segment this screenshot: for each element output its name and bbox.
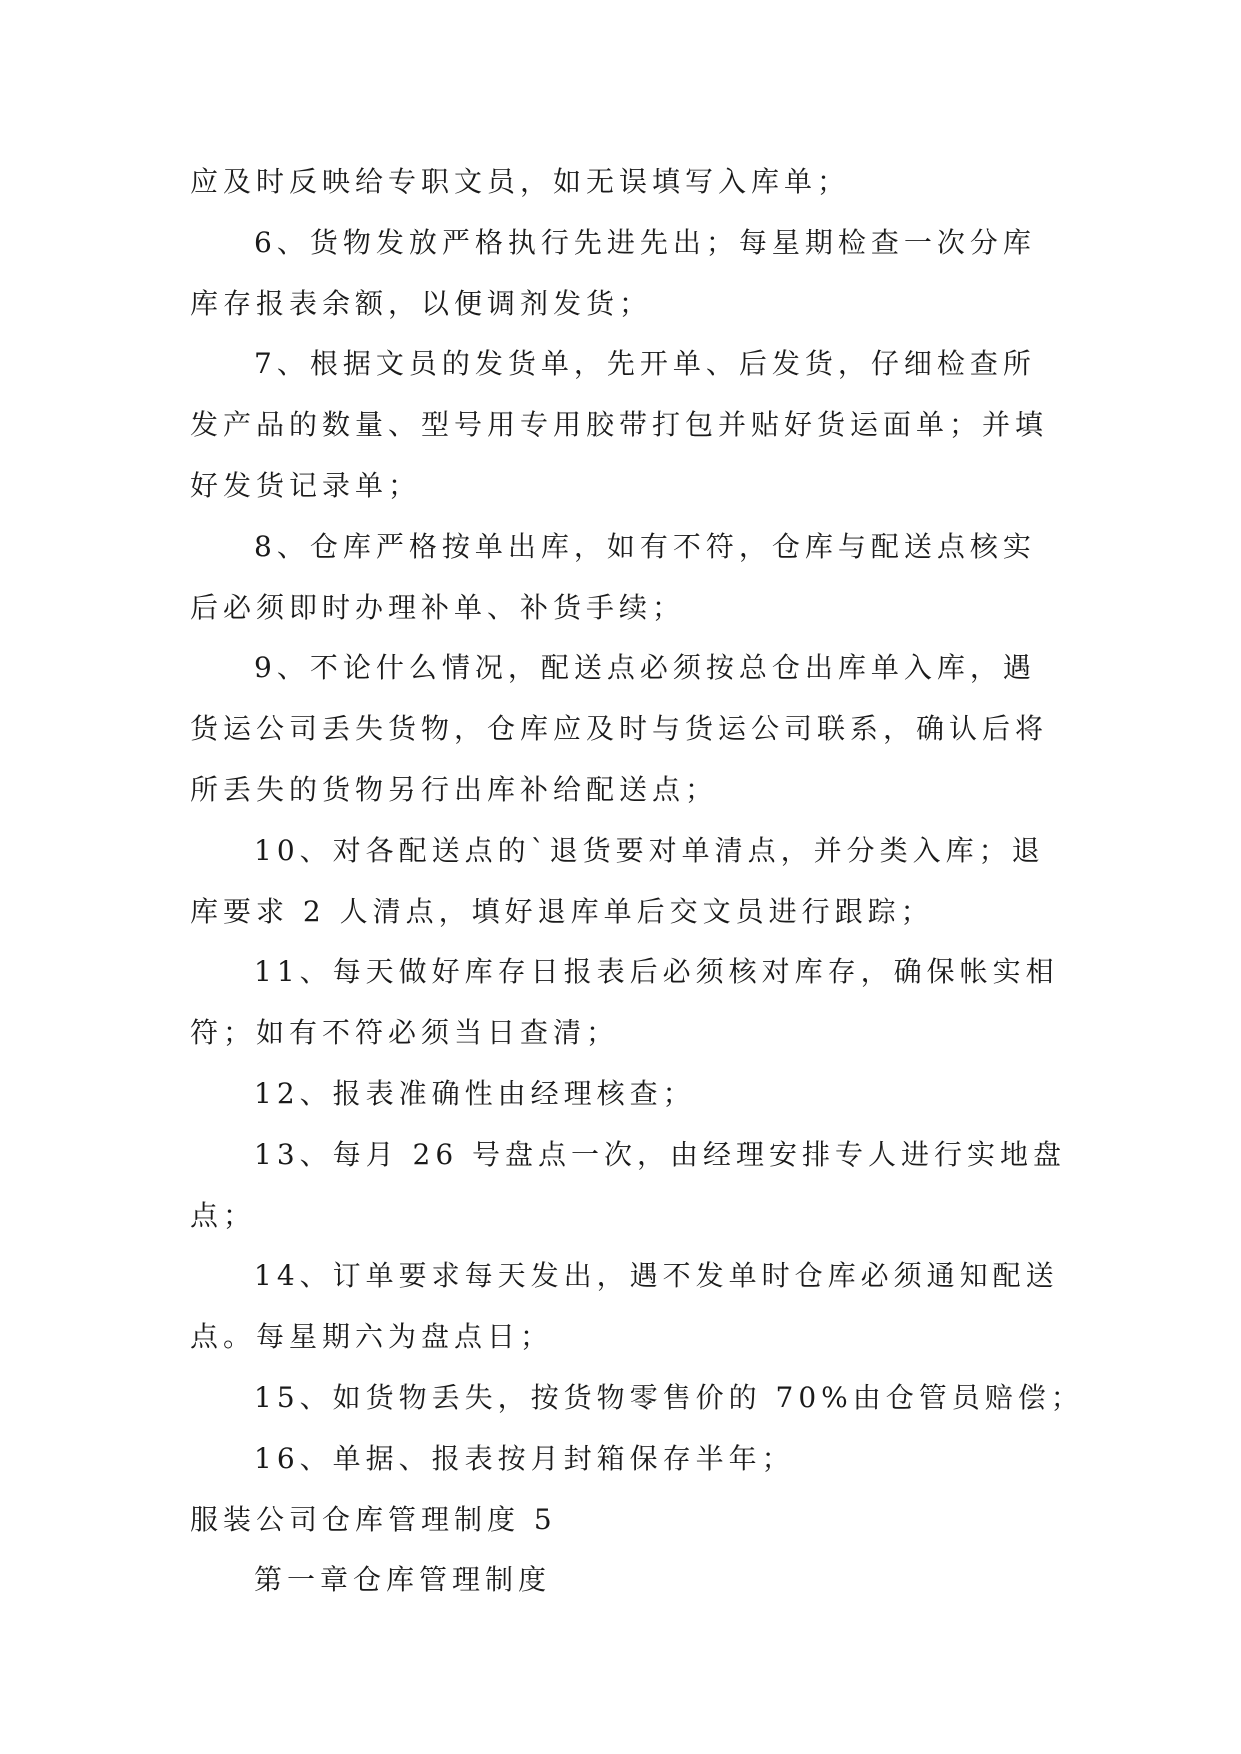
text-line: 10、对各配送点的`退货要对单清点，并分类入库；退 bbox=[254, 833, 1045, 867]
text-line: 符；如有不符必须当日查清； bbox=[190, 1016, 620, 1050]
chapter-heading: 第一章仓库管理制度 bbox=[254, 1563, 552, 1597]
text-line: 发产品的数量、型号用专用胶带打包并贴好货运面单；并填 bbox=[190, 408, 1049, 442]
text-line: 好发货记录单； bbox=[190, 468, 422, 502]
text-line: 8、仓库严格按单出库，如有不符，仓库与配送点核实 bbox=[254, 529, 1036, 563]
document-body bbox=[190, 152, 1084, 1611]
text-line: 点。每星期六为盘点日； bbox=[190, 1320, 554, 1354]
text-line: 后必须即时办理补单、补货手续； bbox=[190, 590, 686, 624]
text-line: 7、根据文员的发货单，先开单、后发货，仔细检查所 bbox=[254, 347, 1036, 381]
text-line: 所丢失的货物另行出库补给配送点； bbox=[190, 772, 719, 806]
section-title: 服装公司仓库管理制度 5 bbox=[190, 1502, 557, 1536]
text-line: 货运公司丢失货物，仓库应及时与货运公司联系，确认后将 bbox=[190, 712, 1049, 746]
text-line: 15、如货物丢失，按货物零售价的 70%由仓管员赔偿； bbox=[254, 1380, 1084, 1414]
text-line: 库存报表余额，以便调剂发货； bbox=[190, 286, 653, 320]
text-line: 16、单据、报表按月封箱保存半年； bbox=[254, 1441, 795, 1475]
text-line: 14、订单要求每天发出，遇不发单时仓库必须通知配送 bbox=[254, 1259, 1059, 1293]
text-line: 9、不论什么情况，配送点必须按总仓出库单入库，遇 bbox=[254, 651, 1036, 685]
text-line: 点； bbox=[190, 1198, 257, 1232]
text-line: 6、货物发放严格执行先进先出；每星期检查一次分库 bbox=[254, 225, 1036, 259]
text-line: 11、每天做好库存日报表后必须核对库存，确保帐实相 bbox=[254, 955, 1059, 989]
text-line: 应及时反映给专职文员，如无误填写入库单； bbox=[190, 165, 851, 198]
text-line: 13、每月 26 号盘点一次，由经理安排专人进行实地盘 bbox=[254, 1137, 1067, 1171]
text-line: 库要求 2 人清点，填好退库单后交文员进行跟踪； bbox=[190, 894, 934, 928]
text-line: 12、报表准确性由经理核查； bbox=[254, 1076, 696, 1110]
